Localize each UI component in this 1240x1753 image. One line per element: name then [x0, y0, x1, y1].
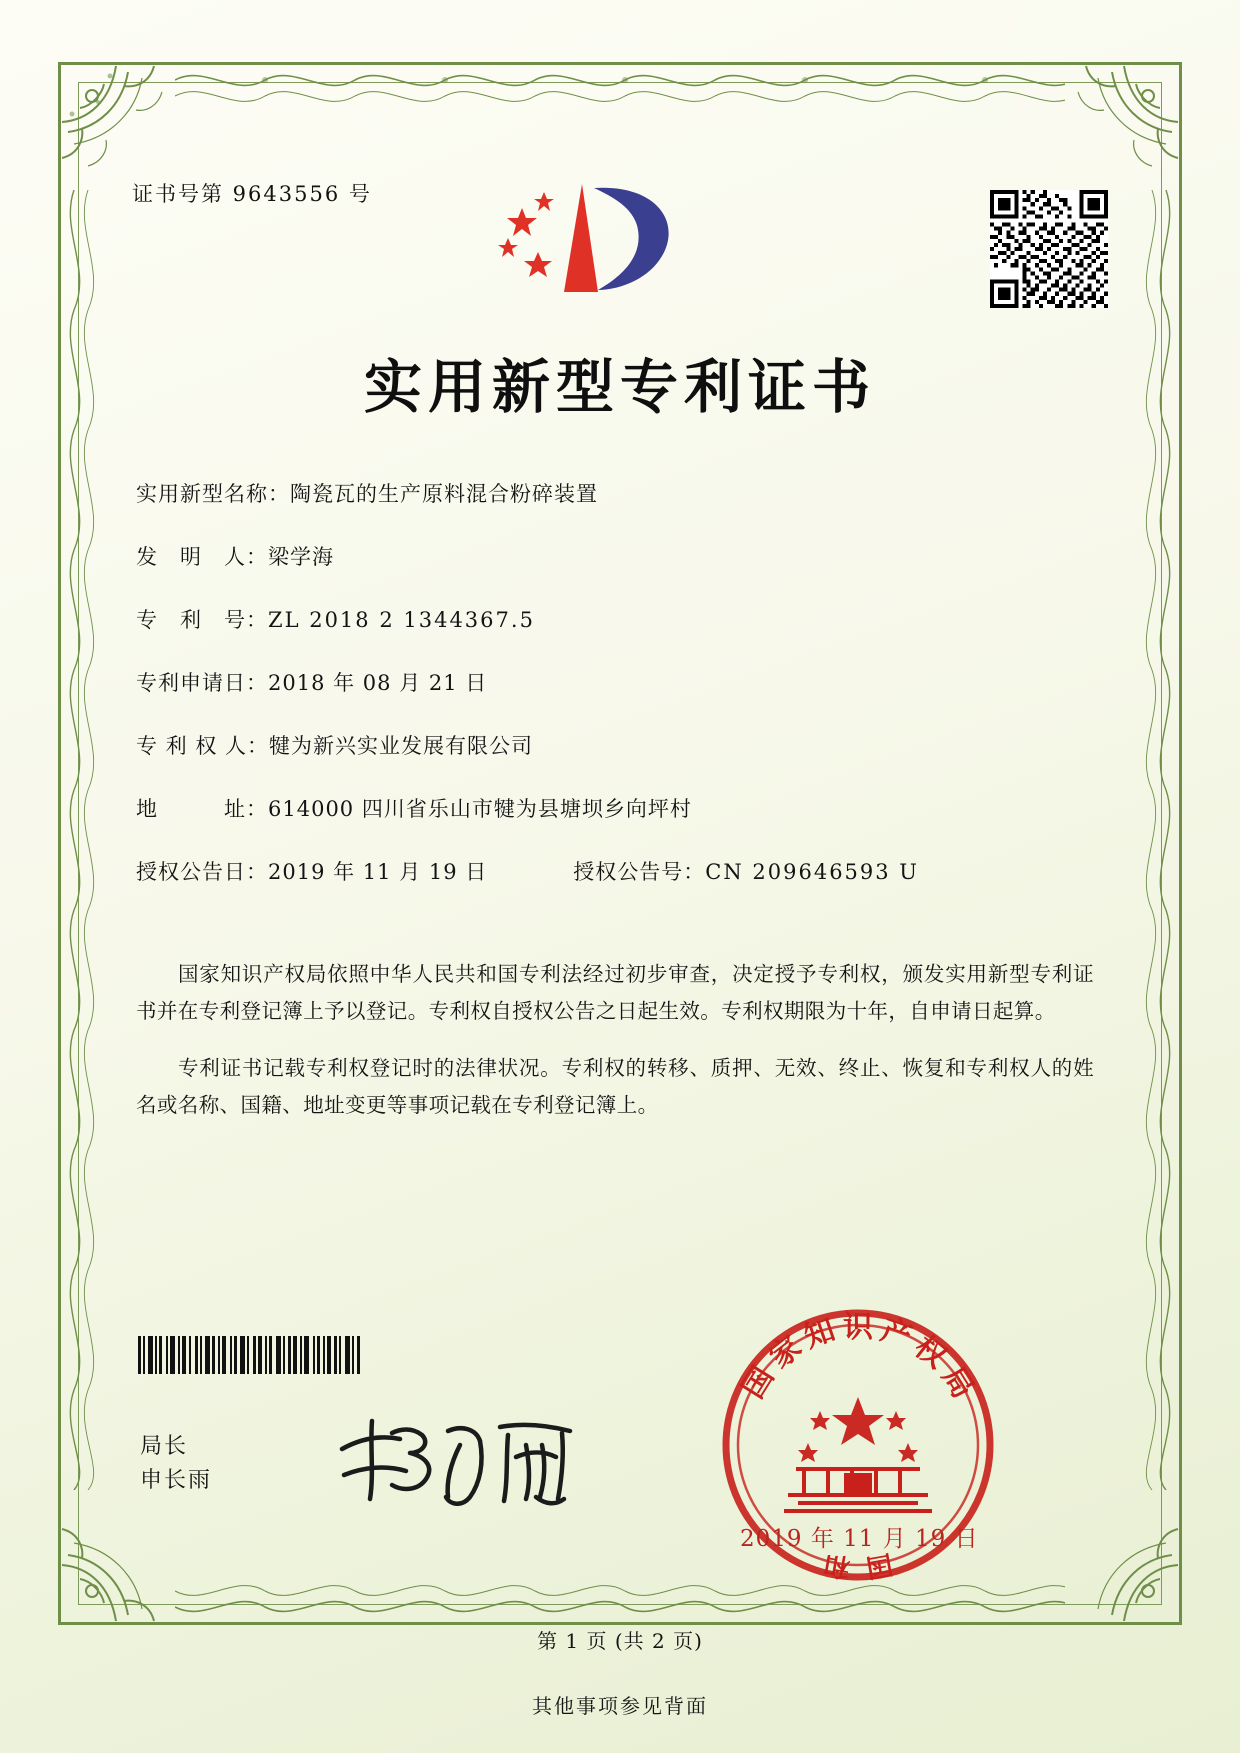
svg-text:和: 和 — [821, 1548, 853, 1583]
grant-date-label: 授权公告日： — [136, 860, 268, 884]
field-label: 专 利 号： — [136, 608, 268, 632]
legal-text-block — [136, 935, 1094, 1128]
cnipa-logo — [486, 170, 716, 310]
field-address — [136, 793, 1096, 823]
back-page-note: 其他事项参见背面 — [532, 1694, 708, 1718]
field-inventor — [136, 541, 1096, 571]
page-number: 第 1 页 (共 2 页) — [537, 1629, 703, 1653]
paragraph-2: 专利证书记载专利权登记时的法律状况。专利权的转移、质押、无效、终止、恢复和专利权人的姓名或名称、国籍、地址变更等事项记载在专利登记簿上。 — [136, 1056, 1094, 1117]
field-application-date — [136, 667, 1096, 697]
grant-number-value: CN 209646593 U — [705, 860, 920, 884]
svg-text:产: 产 — [876, 1312, 917, 1356]
field-value: ZL 2018 2 1344367.5 — [268, 608, 535, 632]
director-title: 局长 — [140, 1434, 189, 1459]
field-label: 实用新型名称： — [136, 482, 290, 506]
page-title: 实用新型专利证书 — [363, 353, 876, 421]
top-border-ornament — [175, 62, 1065, 122]
svg-text:识: 识 — [843, 1310, 873, 1345]
field-value: 614000 四川省乐山市犍为县塘坝乡向坪村 — [268, 797, 692, 821]
svg-text:知: 知 — [799, 1312, 840, 1356]
grant-number-label: 授权公告号： — [573, 860, 706, 884]
field-list — [136, 478, 1096, 916]
field-label: 发 明 人： — [136, 545, 268, 569]
certificate-number: 证书号第 9643556 号 — [132, 182, 372, 206]
field-label: 地 址： — [136, 797, 268, 821]
field-patent-number — [136, 604, 1096, 634]
seal-date: 2019 年 11 月 19 日 — [740, 1526, 979, 1552]
field-value: 梁学海 — [268, 545, 334, 569]
field-value: 2018 年 08 月 21 日 — [268, 671, 488, 695]
director-name: 申长雨 — [140, 1468, 213, 1493]
svg-text:家: 家 — [763, 1329, 809, 1376]
qr-code — [990, 190, 1108, 308]
field-value: 陶瓷瓦的生产原料混合粉碎装置 — [290, 482, 598, 506]
field-grant-row — [136, 856, 1096, 886]
director-block — [140, 1430, 212, 1498]
field-patentee — [136, 730, 1096, 760]
barcode — [138, 1336, 428, 1374]
svg-text:国: 国 — [863, 1548, 895, 1583]
svg-text:国: 国 — [735, 1360, 782, 1405]
handwritten-signature — [330, 1405, 590, 1515]
paragraph-1: 国家知识产权局依照中华人民共和国专利法经过初步审查，决定授予专利权，颁发实用新型专利证书并在专利登记簿上予以登记。专利权自授权公告之日起生效。专利权期限为十年，自申请日起算。 — [136, 961, 1094, 1023]
grant-date-value: 2019 年 11 月 19 日 — [268, 860, 488, 884]
svg-text:局: 局 — [934, 1360, 981, 1405]
field-label: 专利申请日： — [136, 671, 268, 695]
field-value: 犍为新兴实业发展有限公司 — [269, 734, 534, 758]
svg-text:权: 权 — [907, 1329, 953, 1376]
field-label: 专 利 权 人： — [136, 734, 270, 758]
field-utility-model-name — [136, 478, 1096, 508]
